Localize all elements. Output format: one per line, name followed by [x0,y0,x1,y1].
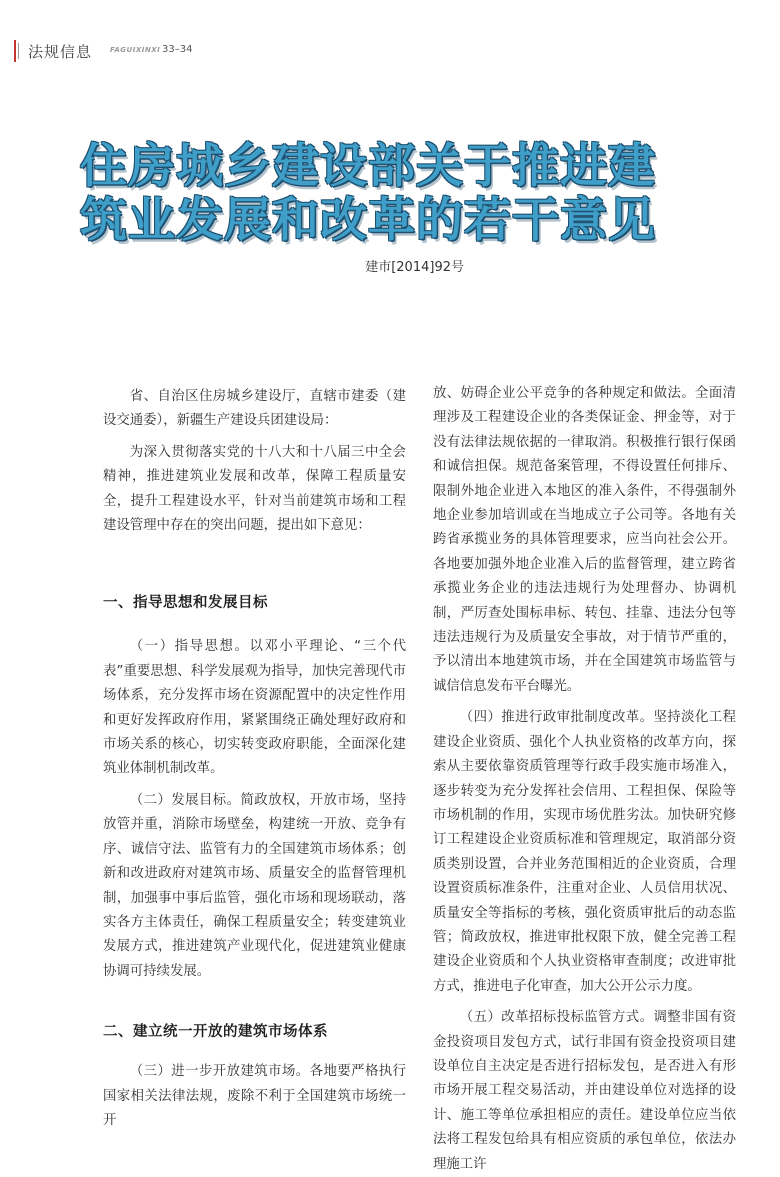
header-divider [18,43,19,59]
guiding-thought-paragraph: （一）指导思想。以邓小平理论、“三个代表”重要思想、科学发展观为指导，加快完善现代市场体系，充分发挥市场在资源配置中的决定性作用和更好发挥政府作用，紧紧围绕正确处理好政府和市场关系的核心，切实转变政府职能，全面深化建筑业体制机制改革。 [103,639,406,777]
document-number: 建市[2014]92号 [365,260,464,275]
section-pinyin: FAGUIXINXI [110,46,161,54]
section-title: 法规信息 [28,43,93,61]
open-market-continued-paragraph: 放、妨碍企业公平竞争的各种规定和做法。全面清理涉及工程建设企业的各类保证金、押金等，对于没有法律法规依据的一律取消。积极推行银行保函和诚信担保。规范备案管理，不得设置任何排斥、限制外地企业进入本地区的准入条件，不得强制外地企业参加培训或在当地成立子公司等。各地有关跨省承揽业务的具体管理要求，应当向社会公开。各地要加强外地企业准入后的监督管理，建立跨省承揽业务企业的违法违规行为处理督办、协调机制，严厉查处围标串标、转包、挂靠、违法分包等违法违规行为及质量安全事故，对于情节严重的，予以清出本地建筑市场，并在全国建筑市场监管与诚信信息发布平台曝光。 [433,386,736,694]
right-column [433,382,736,1177]
article-title-line1: 住房城乡建设部关于推进建 [80,139,656,194]
address-paragraph: 省、自治区住房城乡建设厅，直辖市建委（建设交通委），新疆生产建设兵团建设局： [103,389,406,429]
article-title-line2: 筑业发展和改革的若干意见 [80,193,656,248]
open-market-paragraph: （三）进一步开放建筑市场。各地要严格执行国家相关法律法规，废除不利于全国建筑市场统一开 [103,1064,406,1128]
section-heading-1: 一、指导思想和发展目标 [103,595,268,612]
development-goal-paragraph: （二）发展目标。简政放权，开放市场，坚持放管并重，消除市场壁垒，构建统一开放、竞争有序、诚信守法、监管有力的全国建筑市场体系；创新和改进政府对建筑市场、质量安全的监督管理机制，加强事中事后监管，强化市场和现场联动，落实各方主体责任，确保工程质量安全；转变建筑业发展方式，推进建筑产业现代化，促进建筑业健康协调可持续发展。 [103,792,406,979]
section-heading-2: 二、建立统一开放的建筑市场体系 [103,1024,328,1041]
page-header [14,40,314,62]
intro-paragraph: 为深入贯彻落实党的十八大和十八届三中全会精神，推进建筑业发展和改革，保障工程质量安全，提升工程建设水平，针对当前建筑市场和工程建设管理中存在的突出问题，提出如下意见： [103,444,406,534]
header-accent-bar [14,40,16,62]
left-column [103,385,406,1133]
approval-reform-paragraph: （四）推进行政审批制度改革。坚持淡化工程建设企业资质、强化个人执业资格的改革方向，探索从主要依靠资质管理等行政手段实施市场准入，逐步转变为充分发挥社会信用、工程担保、保险等市场机制的作用，实现市场优胜劣汰。加快研究修订工程建设企业资质标准和管理规定，取消部分资质类别设置，合并业务范围相近的企业资质，合理设置资质标准条件，注重对企业、人员信用状况、质量安全等指标的考核，强化资质审批后的动态监管；简政放权，推进审批权限下放，健全完善工程建设企业资质和个人执业资格审查制度；改进审批方式，推进电子化审查，加大公开公示力度。 [433,710,736,994]
bidding-reform-paragraph: （五）改革招标投标监管方式。调整非国有资金投资项目发包方式，试行非国有资金投资项目建设单位自主决定是否进行招标发包，是否进入有形市场开展工程交易活动，并由建设单位对选择的设计、施工等单位承担相应的责任。建设单位应当依法将工程发包给具有相应资质的承包单位，依法办理施工许 [433,1010,736,1172]
article-title [80,140,700,248]
page-range: 33–34 [162,44,193,55]
